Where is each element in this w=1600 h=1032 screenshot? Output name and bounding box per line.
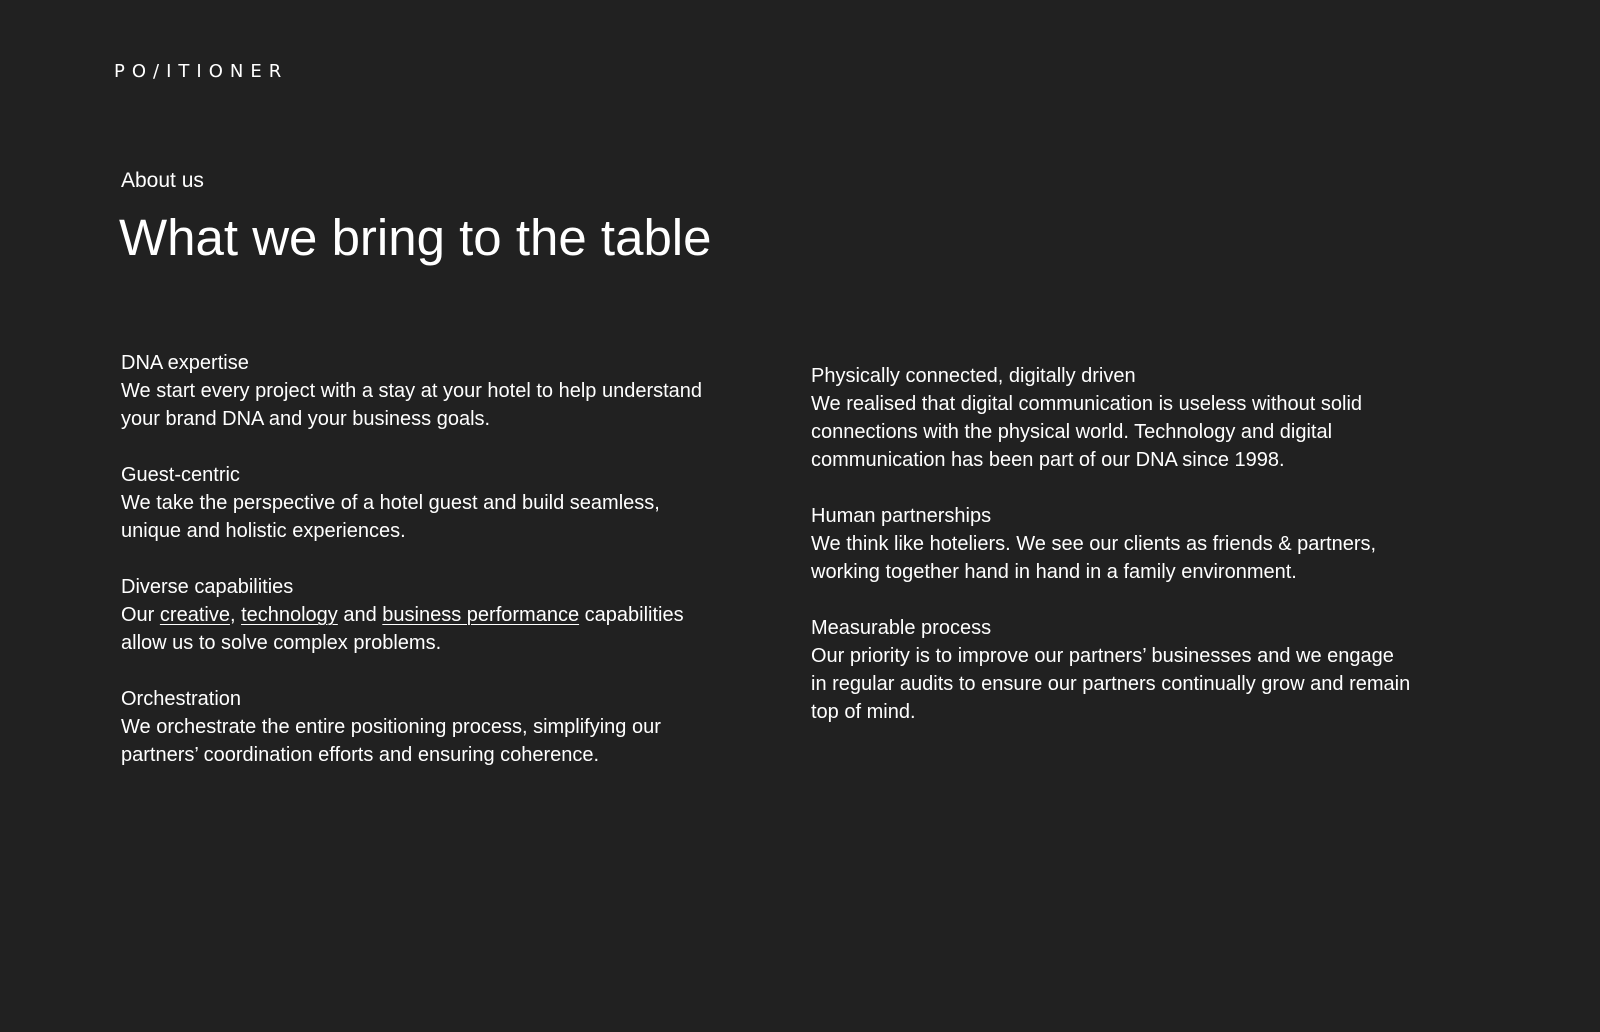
feature-orchestration: [121, 685, 741, 769]
feature-description: Our priority is to improve our partners’ businesses and we engage in regular audits to ensure our partners continually grow and remain top of mind.: [811, 645, 1411, 723]
feature-human-partnerships: [811, 502, 1431, 586]
feature-title: Measurable process: [811, 617, 992, 639]
feature-title: Diverse capabilities: [121, 576, 294, 598]
feature-description: We think like hoteliers. We see our clients as friends & partners, working together hand in hand in a family environment.: [811, 533, 1377, 583]
section-eyebrow: About us: [121, 169, 204, 192]
feature-title: Guest-centric: [121, 464, 240, 486]
feature-guest-centric: [121, 461, 741, 545]
feature-description: We take the perspective of a hotel guest and build seamless, unique and holistic experiences.: [121, 492, 660, 542]
feature-description: [121, 601, 741, 657]
feature-description: We realised that digital communication is useless without solid connections with the physical world. Technology and digital communication has been part of our DNA since 1998.: [811, 393, 1363, 471]
feature-physically-connected: [811, 362, 1431, 474]
feature-title: Physically connected, digitally driven: [811, 365, 1136, 387]
feature-measurable-process: [811, 614, 1431, 726]
feature-diverse-capabilities: [121, 573, 741, 657]
page-title: What we bring to the table: [119, 209, 712, 266]
feature-description: We orchestrate the entire positioning process, simplifying our partners’ coordination efforts and ensuring coherence.: [121, 716, 661, 766]
brand-logo[interactable]: PO/ITIONER: [114, 61, 289, 82]
features-right-column: [811, 362, 1431, 754]
creative-link[interactable]: creative: [159, 604, 230, 626]
feature-dna-expertise: [121, 349, 741, 433]
feature-title: Orchestration: [121, 688, 242, 710]
business-performance-link[interactable]: business performance: [382, 604, 580, 626]
technology-link[interactable]: technology: [241, 604, 338, 626]
feature-title: Human partnerships: [811, 505, 992, 527]
link-separator: and: [337, 604, 383, 626]
description-prefix: Our: [121, 604, 160, 626]
feature-description: We start every project with a stay at your hotel to help understand your brand DNA and your business goals.: [121, 380, 703, 430]
features-left-column: [121, 349, 741, 797]
description-suffix: capabilities allow us to solve complex problems.: [121, 604, 684, 654]
feature-title: DNA expertise: [121, 352, 249, 374]
link-separator: ,: [229, 604, 242, 626]
